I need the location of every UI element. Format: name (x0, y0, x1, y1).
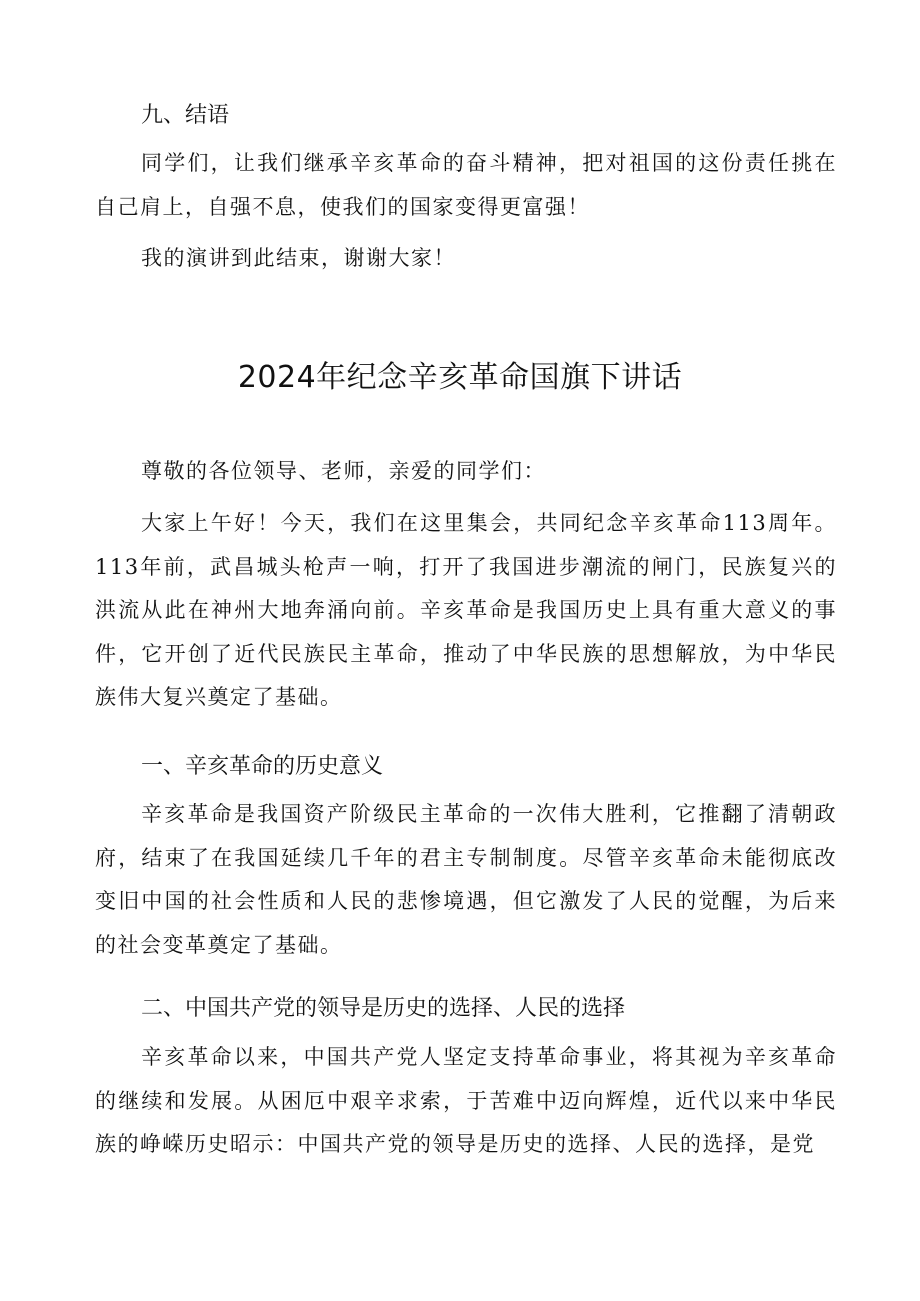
section-2-body: 辛亥革命以来，中国共产党人坚定支持革命事业，将其视为辛亥革命的继续和发展。从困厄中艰辛求索，于苦难中迈向辉煌，近代以来中华民族的峥嵘历史昭示：中国共产党的领导是历史的选择、人民的选择，是党 (95, 1045, 837, 1156)
prev-section-paragraph: 同学们，让我们继承辛亥革命的奋斗精神，把对祖国的这份责任挑在自己肩上，自强不息，使我们的国家变得更富强！ (95, 151, 837, 219)
section-1-heading: 一、辛亥革命的历史意义 (141, 754, 384, 779)
closing-remark: 我的演讲到此结束，谢谢大家！ (141, 246, 456, 270)
article-title: 2024年纪念辛亥革命国旗下讲话 (237, 360, 683, 395)
salutation: 尊敬的各位领导、老师，亲爱的同学们： (141, 459, 546, 483)
section-2-heading: 二、中国共产党的领导是历史的选择、人民的选择 (141, 996, 626, 1021)
prev-section-heading: 九、结语 (141, 103, 230, 128)
section-1-body: 辛亥革命是我国资产阶级民主革命的一次伟大胜利，它推翻了清朝政府，结束了在我国延续几千年的君主专制制度。尽管辛亥革命未能彻底改变旧中国的社会性质和人民的悲惨境遇，但它激发了人民的觉醒，为后来的社会变革奠定了基础。 (95, 802, 837, 957)
intro-paragraph: 大家上午好！今天，我们在这里集会，共同纪念辛亥革命113周年。113年前，武昌城头枪声一响，打开了我国进步潮流的闸门，民族复兴的洪流从此在神州大地奔涌向前。辛亥革命是我国历史上具有重大意义的事件，它开创了近代民族民主革命，推动了中华民族的思想解放，为中华民族伟大复兴奠定了基础。 (95, 511, 837, 709)
